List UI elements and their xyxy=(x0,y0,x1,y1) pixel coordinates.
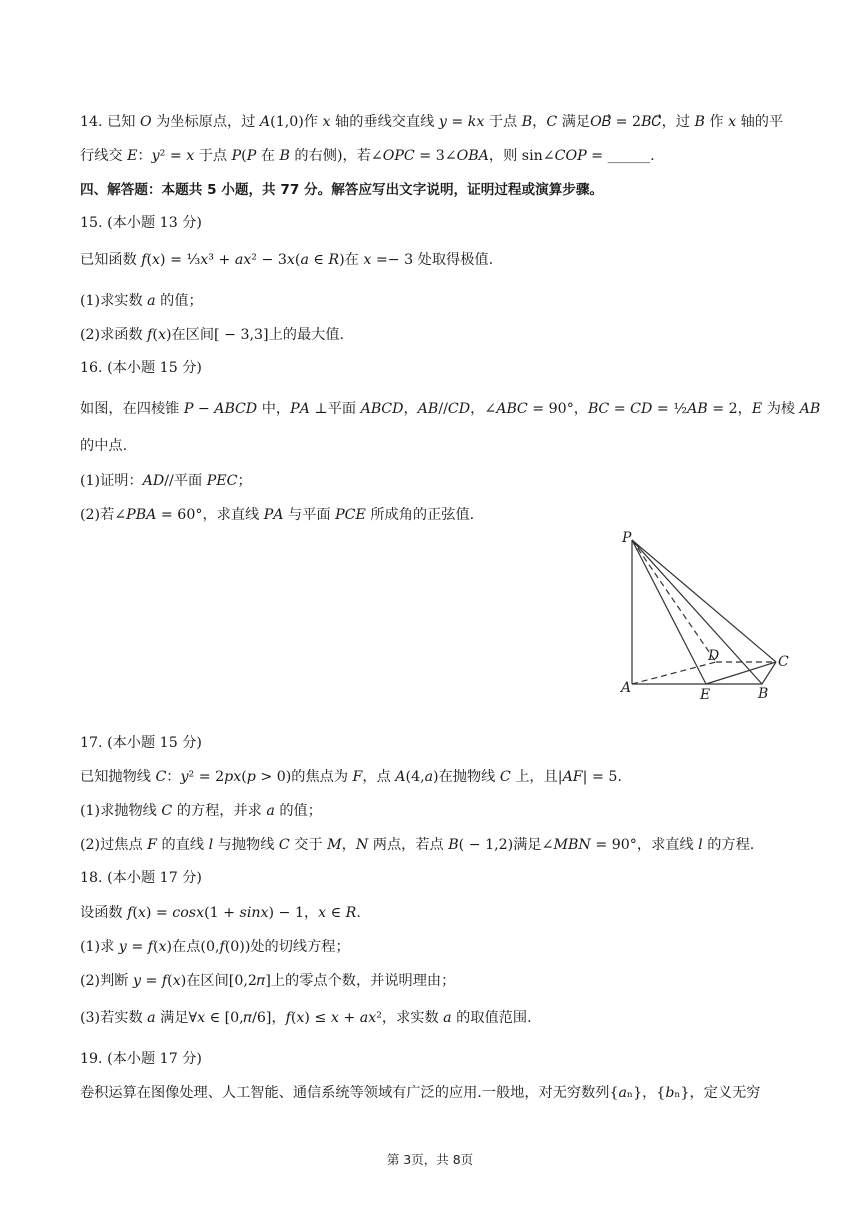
label-c: C xyxy=(778,654,789,670)
q15-stem: 已知函数 𝑓(𝑥) = ⅓𝑥³ + 𝑎𝑥² − 3𝑥(𝑎 ∈ 𝑅)在 𝑥 =− 3 处取得极值. xyxy=(80,252,494,268)
q16-part1: (1)证明：𝐴𝐷//平面 𝑃𝐸𝐶； xyxy=(80,473,252,489)
q18-part2: (2)判断 𝑦 = 𝑓(𝑥)在区间[0,2𝜋]上的零点个数，并说明理由； xyxy=(80,973,456,989)
q16-stem1: 如图，在四棱锥 𝑃 − 𝐴𝐵𝐶𝐷 中，𝑃𝐴 ⊥平面 𝐴𝐵𝐶𝐷，𝐴𝐵//𝐶𝐷，∠𝐴𝐵𝐶 = 90°，𝐵𝐶 = 𝐶𝐷 = ½𝐴𝐵 = 2，𝐸 为棱 𝐴𝐵 xyxy=(80,401,821,417)
q18-part1: (1)求 𝑦 = 𝑓(𝑥)在点(0,𝑓(0))处的切线方程； xyxy=(80,939,350,955)
label-d: D xyxy=(708,648,720,664)
q17-stem: 已知抛物线 𝐶：𝑦² = 2𝑝𝑥(𝑝 > 0)的焦点为 𝐹，点 𝐴(4,𝑎)在抛物线 𝐶 上，且|𝐴𝐹| = 5. xyxy=(80,769,622,785)
section-4-heading: 四、解答题：本题共 5 小题，共 77 分。解答应写出文字说明，证明过程或演算步骤。 xyxy=(80,182,604,198)
q14-line2: 行线交 𝐸：𝑦² = 𝑥 于点 𝑃(𝑃 在 𝐵 的右侧)，若∠𝑂𝑃𝐶 = 3∠𝑂𝐵𝐴，则 sin∠𝐶𝑂𝑃 = ______. xyxy=(80,148,655,164)
edge-ec xyxy=(706,662,776,684)
q17-part1: (1)求抛物线 𝐶 的方程，并求 𝑎 的值； xyxy=(80,803,322,819)
q17-header: 17. (本小题 15 分) xyxy=(80,735,202,751)
q19-header: 19. (本小题 17 分) xyxy=(80,1051,202,1067)
page-footer: 第 3页，共 8页 xyxy=(386,1152,474,1167)
q18-part3: (3)若实数 𝑎 满足∀𝑥 ∈ [0,𝜋/6]，𝑓(𝑥) ≤ 𝑥 + 𝑎𝑥²，求实数 𝑎 的取值范围. xyxy=(80,1010,532,1026)
edge-pe xyxy=(632,540,706,684)
label-p: P xyxy=(622,530,632,546)
label-a: A xyxy=(621,680,632,696)
q16-stem2: 的中点. xyxy=(80,438,128,454)
q18-stem: 设函数 𝑓(𝑥) = 𝑐𝑜𝑠𝑥(1 + 𝑠𝑖𝑛𝑥) − 1，𝑥 ∈ 𝑅. xyxy=(80,905,361,921)
q19-stem1: 卷积运算在图像处理、人工智能、通信系统等领域有广泛的应用.一般地，对无穷数列{𝑎ₙ}，{𝑏ₙ}，定义无穷 xyxy=(80,1085,761,1101)
edge-pb xyxy=(632,540,762,684)
edge-pc xyxy=(632,540,776,662)
pyramid-figure xyxy=(612,526,802,704)
label-b: B xyxy=(758,686,769,702)
q16-header: 16. (本小题 15 分) xyxy=(80,360,202,376)
q15-header: 15. (本小题 13 分) xyxy=(80,215,202,231)
q15-part2: (2)求函数 𝑓(𝑥)在区间[ − 3,3]上的最大值. xyxy=(80,327,345,343)
q18-header: 18. (本小题 17 分) xyxy=(80,870,202,886)
q15-part1: (1)求实数 𝑎 的值； xyxy=(80,293,203,309)
edge-ad xyxy=(632,662,716,684)
q16-part2: (2)若∠𝑃𝐵𝐴 = 60°，求直线 𝑃𝐴 与平面 𝑃𝐶𝐸 所成角的正弦值. xyxy=(80,507,475,523)
label-e: E xyxy=(700,687,711,703)
q17-part2: (2)过焦点 𝐹 的直线 𝑙 与抛物线 𝐶 交于 𝑀，𝑁 两点，若点 𝐵( − 1,2)满足∠𝑀𝐵𝑁 = 90°，求直线 𝑙 的方程. xyxy=(80,837,755,853)
q14-line1: 14. 已知 𝑂 为坐标原点，过 𝐴(1,0)作 𝑥 轴的垂线交直线 𝑦 = 𝑘𝑥 于点 𝐵，𝐶 满足𝑂𝐵⃗ = 2𝐵𝐶⃗，过 𝐵 作 𝑥 轴的平 xyxy=(80,114,784,130)
